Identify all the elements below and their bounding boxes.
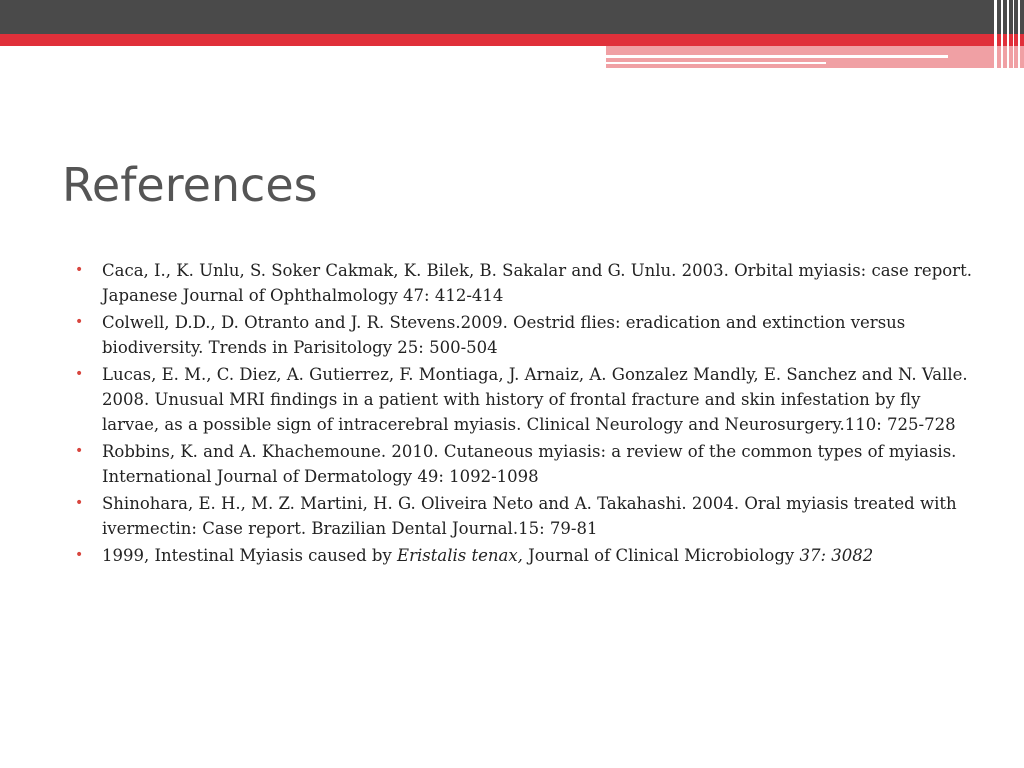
reference-item <box>75 543 972 568</box>
reference-list <box>75 258 972 570</box>
reference-text: Caca, I., K. Unlu, S. Soker Cakmak, K. Bilek, B. Sakalar and G. Unlu. 2003. Orbital myiasis: case report. Japanese Journal of Ophthalmology 47: 412-414 <box>102 261 972 305</box>
header-stripe <box>994 0 997 68</box>
bullet-icon: • <box>75 547 84 563</box>
header-banner-line <box>606 62 826 64</box>
species-name: Eristalis tenax, <box>397 546 523 565</box>
reference-text: Shinohara, E. H., M. Z. Martini, H. G. Oliveira Neto and A. Takahashi. 2004. Oral myiasis treated with ivermectin: Case report. Brazilian Dental Journal.15: 79-81 <box>102 494 957 538</box>
slide-title: References <box>62 158 318 212</box>
bullet-icon: • <box>75 366 84 382</box>
reference-item <box>75 258 972 308</box>
reference-text: Colwell, D.D., D. Otranto and J. R. Stevens.2009. Oestrid flies: eradication and extinction versus biodiversity. Trends in Parisitology 25: 500-504 <box>102 313 906 357</box>
bullet-icon: • <box>75 314 84 330</box>
header-stripe <box>1001 0 1003 68</box>
reference-item <box>75 439 972 489</box>
header-stripe <box>1013 0 1014 68</box>
reference-item <box>75 310 972 360</box>
bullet-icon: • <box>75 495 84 511</box>
reference-text: Robbins, K. and A. Khachemoune. 2010. Cutaneous myiasis: a review of the common types of myiasis. International Journal of Dermatology 49: 1092-1098 <box>102 442 957 486</box>
header-stripe <box>1007 0 1009 68</box>
header-banner-line <box>606 55 948 58</box>
reference-item <box>75 491 972 541</box>
header-banner-dark <box>0 0 1024 34</box>
journal-volume: 37: 3082 <box>799 546 874 565</box>
header-banner-red <box>0 34 1024 46</box>
reference-item <box>75 362 972 437</box>
reference-text-part: 1999, Intestinal Myiasis caused by <box>102 546 398 565</box>
header-stripe <box>1018 0 1020 68</box>
reference-text-part: Journal of Clinical Microbiology <box>522 546 800 565</box>
bullet-icon: • <box>75 262 84 278</box>
bullet-icon: • <box>75 443 84 459</box>
reference-text: Lucas, E. M., C. Diez, A. Gutierrez, F. Montiaga, J. Arnaiz, A. Gonzalez Mandly, E. Sanchez and N. Valle. 2008. Unusual MRI findings in a patient with history of frontal fracture and skin infestation by fly larvae, as a possible sign of intracerebral myiasis. Clinical Neurology and Neurosurgery.110: 725-728 <box>102 365 968 434</box>
